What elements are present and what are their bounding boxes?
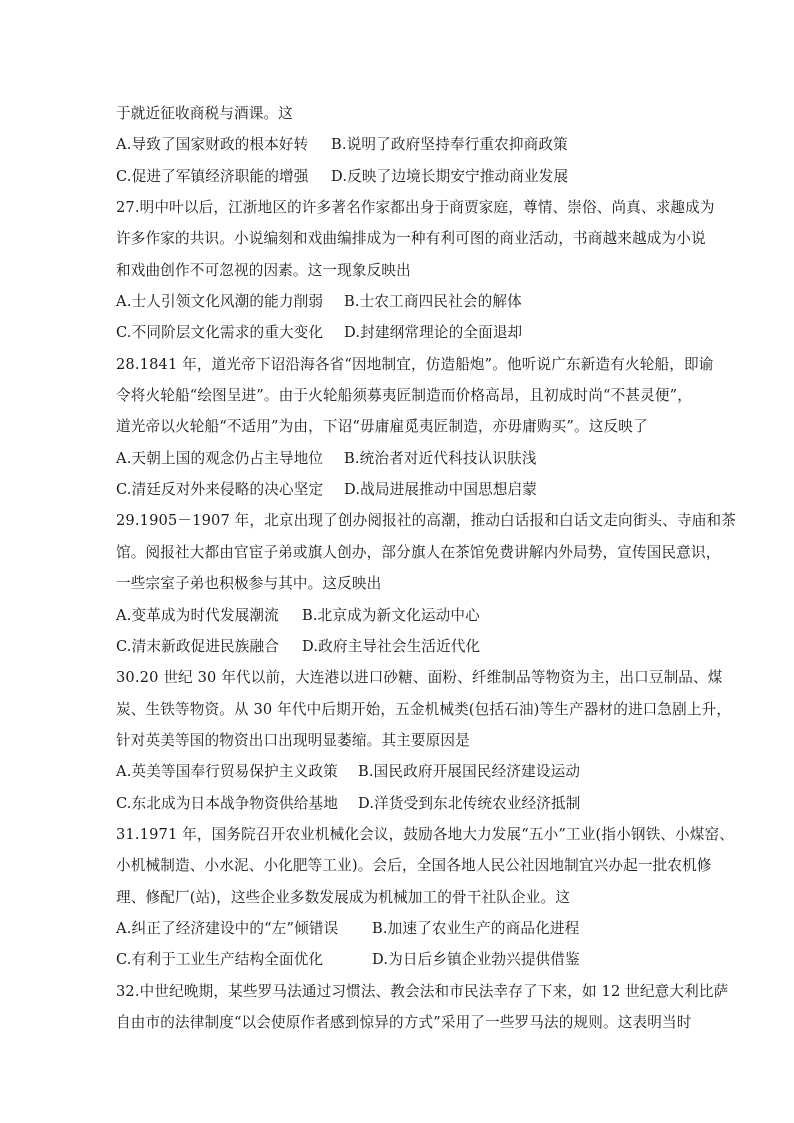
option-a: A.士人引领文化风潮的能力削弱 (116, 293, 324, 311)
option-d: D.为日后乡镇企业勃兴提供借鉴 (372, 951, 580, 969)
option-a: A.英美等国奉行贸易保护主义政策 (116, 763, 338, 781)
text-line: 馆。阅报社大都由官宦子弟或旗人创办，部分旗人在茶馆免费讲解内外局势，宣传国民意识， (116, 543, 721, 561)
option-a: A.纠正了经济建设中的“左”倾错误 (116, 919, 339, 937)
exam-page (116, 98, 736, 1038)
text-line: 小机械制造、小水泥、小化肥等工业)。会后，全国各地人民公社因地制宜兴办起一批农机修 (116, 857, 712, 875)
option-c: C.促进了军镇经济职能的增强 (116, 167, 309, 185)
option-row (116, 788, 686, 819)
option-d: D.政府主导社会生活近代化 (302, 637, 481, 655)
option-c: C.清廷反对外来侵略的决心坚定 (116, 481, 324, 499)
question-32: 32.中世纪晚期，某些罗马法通过习惯法、教会法和市民法幸存了下来，如 12 世纪意大利比萨 (116, 982, 729, 1000)
option-row (116, 443, 686, 474)
text-line: 许多作家的共识。小说编刻和戏曲编排成为一种有利可图的商业活动，书商越来越成为小说 (116, 230, 706, 248)
option-d: D.战局进展推动中国思想启蒙 (344, 481, 538, 499)
option-d: D.反映了边境长期安宁推动商业发展 (331, 167, 569, 185)
text-line: 自由市的法律制度“以会使原作者感到惊异的方式”采用了一些罗马法的规则。这表明当时 (116, 1013, 692, 1031)
option-row (116, 631, 686, 662)
option-c: C.东北成为日本战争物资供给基地 (116, 794, 338, 812)
text-line: 理、修配厂(站)，这些企业多数发展成为机械加工的骨干社队企业。这 (116, 888, 571, 906)
question-29: 29.1905－1907 年，北京出现了创办阅报社的高潮，推动白话报和白话文走向街头、寺庙和茶 (116, 512, 736, 530)
text-line: 道光帝以火轮船“不适用”为由，下诏“毋庸雇觅夷匠制造，亦毋庸购买”。这反映了 (116, 418, 648, 436)
option-d: D.洋货受到东北传统农业经济抵制 (358, 794, 581, 812)
question-27: 27.明中叶以后，江浙地区的许多著名作家都出身于商贾家庭，尊情、崇俗、尚真、求趣成为 (116, 199, 715, 217)
option-c: C.不同阶层文化需求的重大变化 (116, 324, 324, 342)
option-c: C.有利于工业生产结构全面优化 (116, 951, 324, 969)
question-31: 31.1971 年，国务院召开农业机械化会议，鼓励各地大力发展“五小”工业(指小钢铁、小煤窑、 (116, 825, 735, 843)
question-28: 28.1841 年，道光帝下诏沿海各省“因地制宜，仿造船炮”。他听说广东新造有火轮船，即谕 (116, 355, 714, 373)
option-row (116, 600, 686, 631)
question-30: 30.20 世纪 30 年代以前，大连港以进口砂糖、面粉、纤维制品等物资为主，出口豆制品、煤 (116, 669, 723, 687)
option-row (116, 129, 686, 160)
option-c: C.清末新政促进民族融合 (116, 637, 280, 655)
option-row (116, 944, 686, 975)
option-row (116, 317, 686, 348)
option-b: B.士农工商四民社会的解体 (344, 293, 522, 311)
option-row (116, 474, 686, 505)
text-line: 和戏曲创作不可忽视的因素。这一现象反映出 (116, 261, 411, 279)
text-line: 于就近征收商税与酒课。这 (116, 105, 293, 122)
text-line: 一些宗室子弟也积极参与其中。这反映出 (116, 575, 382, 593)
option-b: B.统治者对近代科技认识肤浅 (344, 449, 537, 467)
option-d: D.封建纲常理论的全面退却 (344, 324, 523, 342)
text-line: 针对英美等国的物资出口出现明显萎缩。其主要原因是 (116, 731, 470, 749)
option-row (116, 286, 686, 317)
option-a: A.变革成为时代发展潮流 (116, 606, 279, 624)
option-a: A.天朝上国的观念仍占主导地位 (116, 449, 324, 467)
option-b: B.说明了政府坚持奉行重农抑商政策 (331, 136, 568, 154)
option-row (116, 756, 686, 787)
text-line: 令将火轮船“绘图呈进”。由于火轮船须募夷匠制造而价格高昂，且初成时尚“不甚灵便”， (116, 387, 692, 405)
option-row (116, 913, 686, 944)
option-b: B.国民政府开展国民经济建设运动 (358, 763, 581, 781)
option-b: B.北京成为新文化运动中心 (302, 606, 480, 624)
option-b: B.加速了农业生产的商品化进程 (372, 919, 580, 937)
option-row (116, 161, 686, 192)
option-a: A.导致了国家财政的根本好转 (116, 136, 309, 154)
text-line: 炭、生铁等物资。从 30 年代中后期开始，五金机械类(包括石油)等生产器材的进口急剧上升， (116, 700, 732, 718)
